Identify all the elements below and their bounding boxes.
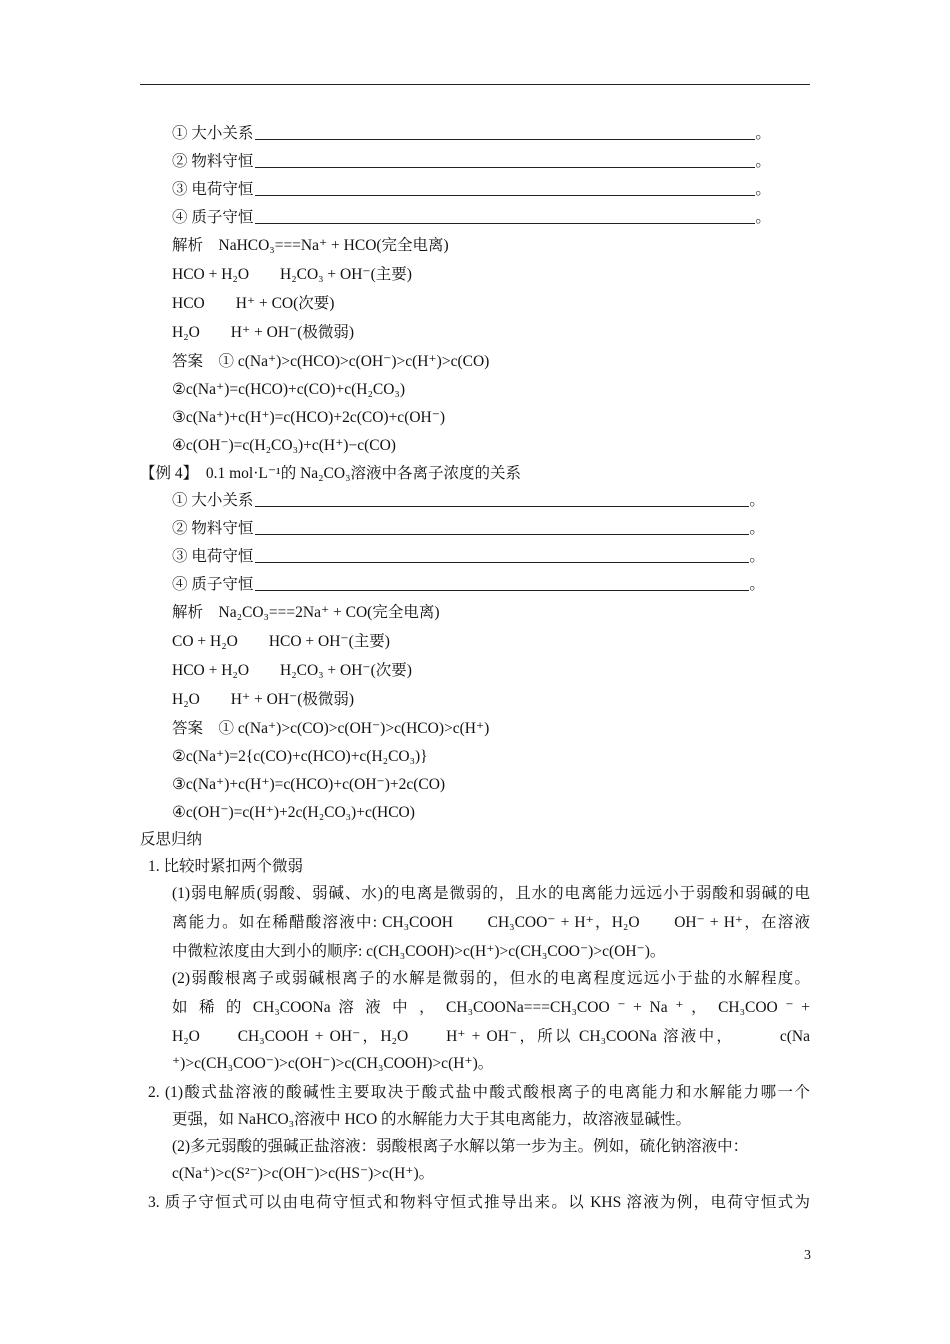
reflection-text-line: (2)弱酸根离子或弱碱根离子的水解是微弱的，但水的电离程度远远小于盐的水解程度。 <box>172 970 810 987</box>
reflection-point-3: 3. 质子守恒式可以由电荷守恒式和物料守恒式推导出来。以 KHS 溶液为例，电荷守恒式为 <box>148 1194 810 1211</box>
reflection-text-line: H₂O CH₃COOH + OH⁻，H₂O H⁺ + OH⁻，所以 CH₃COONa 溶液中， c(Na <box>172 1028 810 1045</box>
ex3-q2: ② 物料守恒 。 <box>172 153 771 170</box>
ex4-q2: ② 物料守恒 。 <box>172 520 765 537</box>
ex3-analysis-line: 解析 NaHCO₃===Na⁺ + HCO(完全电离) <box>172 237 449 254</box>
ex3-q1: ① 大小关系 。 <box>172 125 771 142</box>
reflection-text-line: 更强，如 NaHCO₃溶液中 HCO 的水解能力大于其电离能力，故溶液显碱性。 <box>172 1111 692 1128</box>
ex3-answer-line: ②c(Na⁺)=c(HCO)+c(CO)+c(H₂CO₃) <box>172 381 405 398</box>
ex3-answer-line: 答案 ① c(Na⁺)>c(HCO)>c(OH⁻)>c(H⁺)>c(CO) <box>172 353 490 370</box>
reflection-title: 反思归纳 <box>140 831 203 848</box>
ex4-analysis-line: CO + H₂O HCO + OH⁻(主要) <box>172 633 390 650</box>
ex4-answer-line: ④c(OH⁻)=c(H⁺)+2c(H₂CO₃)+c(HCO) <box>172 804 415 821</box>
ex3-answer-line: ③c(Na⁺)+c(H⁺)=c(HCO)+2c(CO)+c(OH⁻) <box>172 409 446 426</box>
ex4-answer-line: ②c(Na⁺)=2{c(CO)+c(HCO)+c(H₂CO₃)} <box>172 748 428 765</box>
ex4-answer-line: ③c(Na⁺)+c(H⁺)=c(HCO)+c(OH⁻)+2c(CO) <box>172 776 446 793</box>
reflection-point-1-heading: 1. 比较时紧扣两个微弱 <box>148 858 304 875</box>
ex4-answer-line: 答案 ① c(Na⁺)>c(CO)>c(OH⁻)>c(HCO)>c(H⁺) <box>172 720 490 737</box>
reflection-text-line: 中微粒浓度由大到小的顺序: c(CH₃COOH)>c(H⁺)>c(CH₃COO⁻)>c(OH⁻)。 <box>172 943 666 960</box>
ex4-heading: 【例 4】 0.1 mol·L⁻¹的 Na₂CO₃溶液中各离子浓度的关系 <box>140 465 521 482</box>
ex4-analysis-line: 解析 Na₂CO₃===2Na⁺ + CO(完全电离) <box>172 604 440 621</box>
reflection-text-line: (1)弱电解质(弱酸、弱碱、水)的电离是微弱的，且水的电离能力远远小于弱酸和弱碱的电 <box>172 885 810 902</box>
reflection-text-line: 离能力。如在稀醋酸溶液中: CH₃COOH CH₃COO⁻ + H⁺，H₂O OH⁻ + H⁺，在溶液 <box>172 914 810 931</box>
ex4-q3: ③ 电荷守恒 。 <box>172 548 765 565</box>
ex4-q4: ④ 质子守恒 。 <box>172 576 765 593</box>
ex4-q1: ① 大小关系 。 <box>172 492 765 509</box>
ex3-q3: ③ 电荷守恒 。 <box>172 181 771 198</box>
ex4-analysis-line: H₂O H⁺ + OH⁻(极微弱) <box>172 691 355 708</box>
ex3-analysis-line: HCO H⁺ + CO(次要) <box>172 295 335 312</box>
reflection-point-2: 2. (1)酸式盐溶液的酸碱性主要取决于酸式盐中酸式酸根离子的电离能力和水解能力哪一个 <box>148 1084 810 1101</box>
ex4-analysis-line: HCO + H₂O H₂CO₃ + OH⁻(次要) <box>172 662 412 679</box>
reflection-text-line: ⁺)>c(CH₃COO⁻)>c(OH⁻)>c(CH₃COOH)>c(H⁺)。 <box>172 1055 494 1072</box>
ex3-answer-line: ④c(OH⁻)=c(H₂CO₃)+c(H⁺)−c(CO) <box>172 437 396 454</box>
ex3-q4: ④ 质子守恒 。 <box>172 209 771 226</box>
reflection-text-line: (2)多元弱酸的强碱正盐溶液：弱酸根离子水解以第一步为主。例如，硫化钠溶液中： <box>172 1138 749 1155</box>
reflection-text-line: 如 稀 的 CH₃COONa 溶 液 中 ， CH₃COONa===CH₃COO ⁻ + Na ⁺ ， CH₃COO ⁻ + <box>172 999 810 1016</box>
header-rule <box>140 84 810 85</box>
ex3-analysis-line: HCO + H₂O H₂CO₃ + OH⁻(主要) <box>172 266 412 283</box>
ex3-analysis-line: H₂O H⁺ + OH⁻(极微弱) <box>172 324 355 341</box>
reflection-text-line: c(Na⁺)>c(S²⁻)>c(OH⁻)>c(HS⁻)>c(H⁺)。 <box>172 1165 435 1182</box>
page-number: 3 <box>804 1248 811 1263</box>
